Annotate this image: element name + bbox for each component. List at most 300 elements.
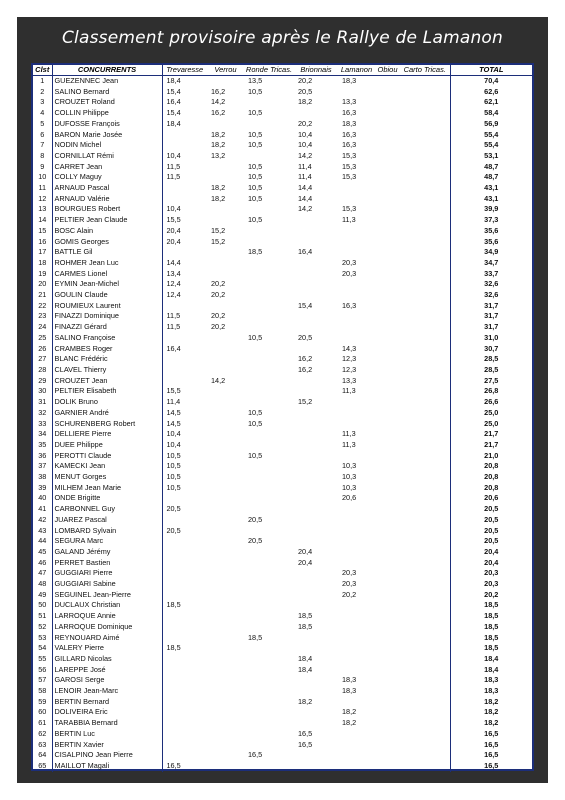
brionnais-score-cell: 20,5 bbox=[298, 86, 313, 96]
competitor-name-cell: LOMBARD Sylvain bbox=[52, 526, 162, 537]
carto-tricas-score-cell bbox=[400, 140, 450, 151]
obiou-score-cell bbox=[375, 718, 400, 729]
rank-cell: 27 bbox=[33, 354, 52, 365]
lamanon-score-cell bbox=[338, 643, 375, 654]
trevaresse-score-cell: 16,5 bbox=[166, 761, 181, 770]
rank-cell: 16 bbox=[33, 237, 52, 248]
carto-tricas-score-cell bbox=[400, 633, 450, 644]
lamanon-score-cell: 15,3 bbox=[342, 150, 357, 160]
ronde-tricas-score-cell bbox=[244, 237, 294, 248]
total-cell: 18,2 bbox=[450, 707, 532, 718]
verrou-score-cell bbox=[207, 611, 244, 622]
ronde-tricas-score-cell bbox=[244, 590, 294, 601]
obiou-score-cell bbox=[375, 451, 400, 462]
carto-tricas-score-cell bbox=[400, 675, 450, 686]
lamanon-score-cell bbox=[338, 194, 375, 205]
verrou-score-cell bbox=[207, 718, 244, 729]
lamanon-score-cell: 10,3 bbox=[342, 472, 357, 482]
table-row bbox=[33, 451, 532, 462]
trevaresse-score-cell bbox=[162, 183, 207, 194]
verrou-score-cell bbox=[207, 750, 244, 761]
brionnais-score-cell: 10,4 bbox=[298, 140, 313, 150]
ronde-tricas-score-cell: 20,5 bbox=[248, 514, 263, 524]
total-cell: 35,6 bbox=[450, 237, 532, 248]
brionnais-score-cell bbox=[294, 675, 338, 686]
competitor-name-cell: PERRET Bastien bbox=[52, 558, 162, 569]
verrou-score-cell bbox=[207, 622, 244, 633]
ronde-tricas-score-cell bbox=[244, 761, 294, 772]
brionnais-score-cell bbox=[294, 429, 338, 440]
obiou-score-cell bbox=[375, 590, 400, 601]
rank-cell: 39 bbox=[33, 483, 52, 494]
ronde-tricas-score-cell bbox=[244, 226, 294, 237]
obiou-score-cell bbox=[375, 675, 400, 686]
obiou-score-cell bbox=[375, 290, 400, 301]
carto-tricas-score-cell bbox=[400, 204, 450, 215]
ronde-tricas-score-cell bbox=[244, 365, 294, 376]
brionnais-score-cell: 18,4 bbox=[298, 664, 313, 674]
verrou-score-cell bbox=[207, 472, 244, 483]
rank-cell: 65 bbox=[33, 761, 52, 772]
lamanon-score-cell: 20,3 bbox=[342, 579, 357, 589]
table-row bbox=[33, 440, 532, 451]
table-row bbox=[33, 215, 532, 226]
column-header-trevaresse: Trevaresse bbox=[162, 65, 207, 76]
rank-cell: 62 bbox=[33, 729, 52, 740]
brionnais-score-cell: 18,5 bbox=[298, 621, 313, 631]
competitor-name-cell: GARNIER André bbox=[52, 408, 162, 419]
ronde-tricas-score-cell: 18,5 bbox=[248, 247, 263, 257]
carto-tricas-score-cell bbox=[400, 376, 450, 387]
total-cell: 18,2 bbox=[450, 697, 532, 708]
table-row bbox=[33, 408, 532, 419]
rank-cell: 13 bbox=[33, 204, 52, 215]
rank-cell: 49 bbox=[33, 590, 52, 601]
brionnais-score-cell bbox=[294, 311, 338, 322]
trevaresse-score-cell bbox=[162, 568, 207, 579]
rank-cell: 53 bbox=[33, 633, 52, 644]
rank-cell: 4 bbox=[33, 108, 52, 119]
lamanon-score-cell bbox=[338, 665, 375, 676]
competitor-name-cell: DELLIERE Pierre bbox=[52, 429, 162, 440]
carto-tricas-score-cell bbox=[400, 750, 450, 761]
verrou-score-cell bbox=[207, 654, 244, 665]
verrou-score-cell bbox=[207, 493, 244, 504]
ronde-tricas-score-cell bbox=[244, 119, 294, 130]
obiou-score-cell bbox=[375, 386, 400, 397]
lamanon-score-cell: 11,3 bbox=[342, 429, 356, 439]
ronde-tricas-score-cell bbox=[244, 622, 294, 633]
trevaresse-score-cell: 20,4 bbox=[166, 225, 181, 235]
rank-cell: 19 bbox=[33, 269, 52, 280]
table-row bbox=[33, 419, 532, 430]
lamanon-score-cell: 18,3 bbox=[342, 118, 357, 128]
table-row bbox=[33, 397, 532, 408]
trevaresse-score-cell bbox=[162, 140, 207, 151]
rank-cell: 25 bbox=[33, 333, 52, 344]
obiou-score-cell bbox=[375, 279, 400, 290]
total-cell: 18,3 bbox=[450, 675, 532, 686]
rank-cell: 44 bbox=[33, 536, 52, 547]
lamanon-score-cell: 12,3 bbox=[342, 354, 357, 364]
table-row bbox=[33, 643, 532, 654]
ronde-tricas-score-cell bbox=[244, 354, 294, 365]
ronde-tricas-score-cell bbox=[244, 740, 294, 751]
total-cell: 20,4 bbox=[450, 547, 532, 558]
trevaresse-score-cell: 10,5 bbox=[166, 482, 181, 492]
carto-tricas-score-cell bbox=[400, 301, 450, 312]
brionnais-score-cell: 14,4 bbox=[298, 193, 313, 203]
carto-tricas-score-cell bbox=[400, 600, 450, 611]
brionnais-score-cell bbox=[294, 322, 338, 333]
column-header-lamanon: Lamanon bbox=[338, 65, 375, 76]
verrou-score-cell bbox=[207, 247, 244, 258]
obiou-score-cell bbox=[375, 461, 400, 472]
total-cell: 26,8 bbox=[450, 386, 532, 397]
column-header-ronde-tricas: Ronde Tricas. bbox=[245, 65, 293, 74]
trevaresse-score-cell bbox=[162, 697, 207, 708]
competitor-name-cell: LARROQUE Dominique bbox=[52, 622, 162, 633]
verrou-score-cell: 20,2 bbox=[211, 290, 226, 300]
total-cell: 62,6 bbox=[450, 87, 532, 98]
obiou-score-cell bbox=[375, 204, 400, 215]
trevaresse-score-cell bbox=[162, 665, 207, 676]
rank-cell: 10 bbox=[33, 172, 52, 183]
competitor-name-cell: COLLY Maguy bbox=[52, 172, 162, 183]
competitor-name-cell: MILHEM Jean Marie bbox=[52, 483, 162, 494]
competitor-name-cell: GOULIN Claude bbox=[52, 290, 162, 301]
competitor-name-cell: BLANC Frédéric bbox=[52, 354, 162, 365]
lamanon-score-cell bbox=[338, 290, 375, 301]
rank-cell: 31 bbox=[33, 397, 52, 408]
table-row bbox=[33, 301, 532, 312]
brionnais-score-cell: 14,2 bbox=[298, 150, 313, 160]
standings-sheet bbox=[31, 63, 534, 771]
rank-cell: 23 bbox=[33, 311, 52, 322]
table-row bbox=[33, 526, 532, 537]
trevaresse-score-cell: 18,5 bbox=[166, 600, 181, 610]
ronde-tricas-score-cell: 20,5 bbox=[248, 536, 263, 546]
trevaresse-score-cell bbox=[162, 707, 207, 718]
table-row bbox=[33, 333, 532, 344]
obiou-score-cell bbox=[375, 558, 400, 569]
competitor-name-cell: GUGGIARI Pierre bbox=[52, 568, 162, 579]
trevaresse-score-cell bbox=[162, 675, 207, 686]
verrou-score-cell bbox=[207, 761, 244, 772]
trevaresse-score-cell: 11,5 bbox=[166, 172, 181, 182]
lamanon-score-cell bbox=[338, 558, 375, 569]
total-cell: 33,7 bbox=[450, 269, 532, 280]
ronde-tricas-score-cell: 10,5 bbox=[248, 183, 263, 193]
table-row bbox=[33, 590, 532, 601]
verrou-score-cell bbox=[207, 301, 244, 312]
table-row bbox=[33, 633, 532, 644]
carto-tricas-score-cell bbox=[400, 429, 450, 440]
carto-tricas-score-cell bbox=[400, 515, 450, 526]
ronde-tricas-score-cell bbox=[244, 301, 294, 312]
trevaresse-score-cell: 11,4 bbox=[166, 397, 181, 407]
table-row bbox=[33, 204, 532, 215]
brionnais-score-cell: 14,4 bbox=[298, 183, 313, 193]
competitor-name-cell: BOURGUES Robert bbox=[52, 204, 162, 215]
competitor-name-cell: BERTIN Bernard bbox=[52, 697, 162, 708]
brionnais-score-cell bbox=[294, 461, 338, 472]
total-cell: 58,4 bbox=[450, 108, 532, 119]
rank-cell: 40 bbox=[33, 493, 52, 504]
obiou-score-cell bbox=[375, 483, 400, 494]
obiou-score-cell bbox=[375, 729, 400, 740]
verrou-score-cell: 18,2 bbox=[211, 140, 226, 150]
verrou-score-cell bbox=[207, 461, 244, 472]
rank-cell: 54 bbox=[33, 643, 52, 654]
verrou-score-cell bbox=[207, 665, 244, 676]
rank-cell: 5 bbox=[33, 119, 52, 130]
trevaresse-score-cell: 10,4 bbox=[166, 204, 181, 214]
brionnais-score-cell bbox=[294, 215, 338, 226]
ronde-tricas-score-cell bbox=[244, 311, 294, 322]
lamanon-score-cell bbox=[338, 547, 375, 558]
trevaresse-score-cell: 10,5 bbox=[166, 461, 181, 471]
total-cell: 20,4 bbox=[450, 558, 532, 569]
trevaresse-score-cell: 15,5 bbox=[166, 215, 181, 225]
ronde-tricas-score-cell: 16,5 bbox=[248, 750, 263, 760]
trevaresse-score-cell bbox=[162, 536, 207, 547]
carto-tricas-score-cell bbox=[400, 130, 450, 141]
competitor-name-cell: PELTIER Jean Claude bbox=[52, 215, 162, 226]
competitor-name-cell: SALINO Bernard bbox=[52, 87, 162, 98]
table-row bbox=[33, 515, 532, 526]
verrou-score-cell bbox=[207, 686, 244, 697]
competitor-name-cell: JUAREZ Pascal bbox=[52, 515, 162, 526]
brionnais-score-cell bbox=[294, 536, 338, 547]
total-cell: 34,9 bbox=[450, 247, 532, 258]
table-row bbox=[33, 354, 532, 365]
ronde-tricas-score-cell bbox=[244, 151, 294, 162]
competitor-name-cell: GILLARD Nicolas bbox=[52, 654, 162, 665]
table-row bbox=[33, 108, 532, 119]
table-row bbox=[33, 750, 532, 761]
table-row bbox=[33, 761, 532, 772]
carto-tricas-score-cell bbox=[400, 536, 450, 547]
carto-tricas-score-cell bbox=[400, 472, 450, 483]
brionnais-score-cell bbox=[294, 290, 338, 301]
competitor-name-cell: GUEZENNEC Jean bbox=[52, 76, 162, 87]
total-cell: 31,7 bbox=[450, 322, 532, 333]
lamanon-score-cell: 11,3 bbox=[342, 439, 356, 449]
carto-tricas-score-cell bbox=[400, 718, 450, 729]
ronde-tricas-score-cell bbox=[244, 600, 294, 611]
lamanon-score-cell bbox=[338, 87, 375, 98]
brionnais-score-cell bbox=[294, 226, 338, 237]
total-cell: 70,4 bbox=[450, 76, 532, 87]
lamanon-score-cell bbox=[338, 419, 375, 430]
carto-tricas-score-cell bbox=[400, 247, 450, 258]
competitor-name-cell: CARBONNEL Guy bbox=[52, 504, 162, 515]
lamanon-score-cell bbox=[338, 408, 375, 419]
total-cell: 21,7 bbox=[450, 429, 532, 440]
ronde-tricas-score-cell: 10,5 bbox=[248, 86, 263, 96]
total-cell: 20,8 bbox=[450, 472, 532, 483]
total-cell: 28,5 bbox=[450, 365, 532, 376]
verrou-score-cell: 18,2 bbox=[211, 183, 226, 193]
total-cell: 20,6 bbox=[450, 493, 532, 504]
competitor-name-cell: CISALPINO Jean Pierre bbox=[52, 750, 162, 761]
brionnais-score-cell bbox=[294, 386, 338, 397]
total-cell: 27,5 bbox=[450, 376, 532, 387]
rank-cell: 2 bbox=[33, 87, 52, 98]
lamanon-score-cell bbox=[338, 611, 375, 622]
carto-tricas-score-cell bbox=[400, 483, 450, 494]
brionnais-score-cell bbox=[294, 258, 338, 269]
lamanon-score-cell: 18,2 bbox=[342, 718, 357, 728]
brionnais-score-cell bbox=[294, 633, 338, 644]
lamanon-score-cell: 16,3 bbox=[342, 140, 357, 150]
total-cell: 18,2 bbox=[450, 718, 532, 729]
lamanon-score-cell bbox=[338, 515, 375, 526]
competitor-name-cell: ARNAUD Pascal bbox=[52, 183, 162, 194]
trevaresse-score-cell: 11,5 bbox=[166, 161, 181, 171]
lamanon-score-cell: 18,3 bbox=[342, 675, 357, 685]
total-cell: 21,0 bbox=[450, 451, 532, 462]
obiou-score-cell bbox=[375, 194, 400, 205]
table-row bbox=[33, 386, 532, 397]
carto-tricas-score-cell bbox=[400, 611, 450, 622]
brionnais-score-cell bbox=[294, 376, 338, 387]
brionnais-score-cell: 18,4 bbox=[298, 653, 313, 663]
trevaresse-score-cell bbox=[162, 750, 207, 761]
verrou-score-cell bbox=[207, 354, 244, 365]
carto-tricas-score-cell bbox=[400, 183, 450, 194]
lamanon-score-cell bbox=[338, 322, 375, 333]
brionnais-score-cell: 18,5 bbox=[298, 611, 313, 621]
total-cell: 31,0 bbox=[450, 333, 532, 344]
carto-tricas-score-cell bbox=[400, 365, 450, 376]
trevaresse-score-cell bbox=[162, 633, 207, 644]
brionnais-score-cell bbox=[294, 344, 338, 355]
rank-cell: 32 bbox=[33, 408, 52, 419]
carto-tricas-score-cell bbox=[400, 419, 450, 430]
ronde-tricas-score-cell bbox=[244, 397, 294, 408]
verrou-score-cell bbox=[207, 590, 244, 601]
table-row bbox=[33, 568, 532, 579]
total-cell: 25,0 bbox=[450, 408, 532, 419]
total-cell: 18,4 bbox=[450, 654, 532, 665]
verrou-score-cell bbox=[207, 162, 244, 173]
obiou-score-cell bbox=[375, 440, 400, 451]
total-cell: 16,5 bbox=[450, 761, 532, 772]
obiou-score-cell bbox=[375, 397, 400, 408]
trevaresse-score-cell: 14,4 bbox=[166, 257, 181, 267]
carto-tricas-score-cell bbox=[400, 547, 450, 558]
brionnais-score-cell bbox=[294, 643, 338, 654]
obiou-score-cell bbox=[375, 419, 400, 430]
carto-tricas-score-cell bbox=[400, 269, 450, 280]
table-row bbox=[33, 237, 532, 248]
competitor-name-cell: NODIN Michel bbox=[52, 140, 162, 151]
competitor-name-cell: LAREPPE José bbox=[52, 665, 162, 676]
verrou-score-cell bbox=[207, 172, 244, 183]
obiou-score-cell bbox=[375, 87, 400, 98]
obiou-score-cell bbox=[375, 707, 400, 718]
competitor-name-cell: CARRET Jean bbox=[52, 162, 162, 173]
competitor-name-cell: SEGURA Marc bbox=[52, 536, 162, 547]
carto-tricas-score-cell bbox=[400, 311, 450, 322]
lamanon-score-cell: 16,3 bbox=[342, 300, 357, 310]
competitor-name-cell: SALINO Françoise bbox=[52, 333, 162, 344]
ronde-tricas-score-cell: 10,5 bbox=[248, 140, 263, 150]
lamanon-score-cell: 18,2 bbox=[342, 707, 357, 717]
verrou-score-cell: 16,2 bbox=[211, 108, 226, 118]
trevaresse-score-cell: 20,5 bbox=[166, 525, 181, 535]
total-cell: 20,8 bbox=[450, 461, 532, 472]
table-row bbox=[33, 290, 532, 301]
rank-cell: 12 bbox=[33, 194, 52, 205]
ronde-tricas-score-cell bbox=[244, 258, 294, 269]
rank-cell: 28 bbox=[33, 365, 52, 376]
total-cell: 20,5 bbox=[450, 536, 532, 547]
total-cell: 31,7 bbox=[450, 311, 532, 322]
table-row bbox=[33, 119, 532, 130]
lamanon-score-cell bbox=[338, 226, 375, 237]
obiou-score-cell bbox=[375, 376, 400, 387]
competitor-name-cell: LARROQUE Annie bbox=[52, 611, 162, 622]
obiou-score-cell bbox=[375, 665, 400, 676]
verrou-score-cell bbox=[207, 504, 244, 515]
verrou-score-cell: 14,2 bbox=[211, 375, 226, 385]
total-cell: 18,4 bbox=[450, 665, 532, 676]
ronde-tricas-score-cell bbox=[244, 493, 294, 504]
lamanon-score-cell: 20,3 bbox=[342, 568, 357, 578]
lamanon-score-cell bbox=[338, 729, 375, 740]
obiou-score-cell bbox=[375, 600, 400, 611]
total-cell: 32,6 bbox=[450, 290, 532, 301]
carto-tricas-score-cell bbox=[400, 558, 450, 569]
verrou-score-cell bbox=[207, 204, 244, 215]
table-row bbox=[33, 247, 532, 258]
trevaresse-score-cell bbox=[162, 354, 207, 365]
brionnais-score-cell bbox=[294, 483, 338, 494]
carto-tricas-score-cell bbox=[400, 461, 450, 472]
rank-cell: 59 bbox=[33, 697, 52, 708]
carto-tricas-score-cell bbox=[400, 279, 450, 290]
trevaresse-score-cell bbox=[162, 365, 207, 376]
ronde-tricas-score-cell bbox=[244, 461, 294, 472]
lamanon-score-cell: 18,3 bbox=[342, 76, 357, 85]
obiou-score-cell bbox=[375, 622, 400, 633]
rank-cell: 37 bbox=[33, 461, 52, 472]
rank-cell: 60 bbox=[33, 707, 52, 718]
table-row bbox=[33, 547, 532, 558]
competitor-name-cell: MAILLOT Magali bbox=[52, 761, 162, 772]
table-row bbox=[33, 740, 532, 751]
lamanon-score-cell bbox=[338, 311, 375, 322]
table-row bbox=[33, 622, 532, 633]
brionnais-score-cell bbox=[294, 600, 338, 611]
total-cell: 26,6 bbox=[450, 397, 532, 408]
page-title: Classement provisoire après le Rallye de Lamanon bbox=[61, 28, 504, 48]
carto-tricas-score-cell bbox=[400, 643, 450, 654]
carto-tricas-score-cell bbox=[400, 333, 450, 344]
table-row bbox=[33, 697, 532, 708]
brionnais-score-cell: 14,2 bbox=[298, 204, 313, 214]
column-header-total: TOTAL bbox=[450, 65, 532, 76]
brionnais-score-cell bbox=[294, 504, 338, 515]
table-row bbox=[33, 162, 532, 173]
carto-tricas-score-cell bbox=[400, 97, 450, 108]
total-cell: 18,5 bbox=[450, 633, 532, 644]
verrou-score-cell bbox=[207, 558, 244, 569]
total-cell: 20,8 bbox=[450, 483, 532, 494]
